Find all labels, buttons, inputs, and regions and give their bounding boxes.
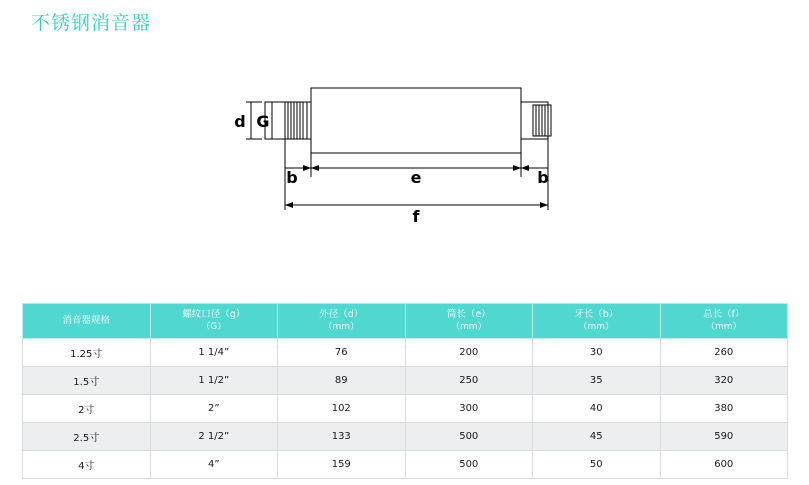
table-cell: 250 [405,367,533,395]
table-cell: 320 [660,367,788,395]
dim-label-b-right: b [537,168,549,187]
table-cell: 1.25寸 [23,339,151,367]
table-header-sub: （mm） [578,322,615,333]
dim-label-f: f [412,207,420,226]
table-header-cell [533,304,661,339]
table-header-cell [278,304,406,339]
table-header-sub: （G） [201,322,227,333]
table-header-main: 螺纹口径（g） [182,308,246,320]
table-row [23,367,788,395]
table-cell: 2.5寸 [23,423,151,451]
table-cell: 300 [405,395,533,423]
table-cell: 102 [278,395,406,423]
table-cell: 133 [278,423,406,451]
table-header-cell [660,304,788,339]
table-cell: 500 [405,423,533,451]
table-cell: 30 [533,339,661,367]
table-cell: 380 [660,395,788,423]
table-cell: 2寸 [23,395,151,423]
table-header-cell [405,304,533,339]
table-header-main: 总长（f） [703,308,745,320]
table-cell: 40 [533,395,661,423]
table-row [23,395,788,423]
table-header-sub: （mm） [450,322,487,333]
table-header-sub: （mm） [705,322,742,333]
table-header-main: 消音器规格 [62,314,110,326]
table-cell: 600 [660,451,788,479]
table-cell: 45 [533,423,661,451]
table-cell: 590 [660,423,788,451]
dim-label-e: e [410,168,422,187]
table-cell: 500 [405,451,533,479]
table-cell: 159 [278,451,406,479]
dim-label-b-left: b [286,168,298,187]
table-header-row [23,304,788,339]
muffler-dimension-diagram [0,55,809,235]
table-cell: 2” [150,395,278,423]
table-cell: 50 [533,451,661,479]
table-cell: 4” [150,451,278,479]
table-row [23,339,788,367]
table-row [23,423,788,451]
dim-label-G: G [256,112,270,131]
table-row [23,451,788,479]
table-header-main: 筒长（e） [446,308,491,320]
table-cell: 4寸 [23,451,151,479]
table-header-cell [23,304,151,339]
table-cell: 89 [278,367,406,395]
table-cell: 1 1/2” [150,367,278,395]
table-cell: 1 1/4” [150,339,278,367]
table-cell: 1.5寸 [23,367,151,395]
table-header-cell [150,304,278,339]
table-cell: 200 [405,339,533,367]
table-cell: 76 [278,339,406,367]
table-cell: 2 1/2” [150,423,278,451]
specification-table [22,303,788,479]
table-header-sub: （mm） [323,322,360,333]
dim-label-d: d [234,112,246,131]
table-cell: 35 [533,367,661,395]
table-header-main: 外径（d） [319,308,364,320]
table-cell: 260 [660,339,788,367]
table-header-main: 牙长（b） [574,308,619,320]
page-title: 不锈钢消音器 [31,12,152,34]
